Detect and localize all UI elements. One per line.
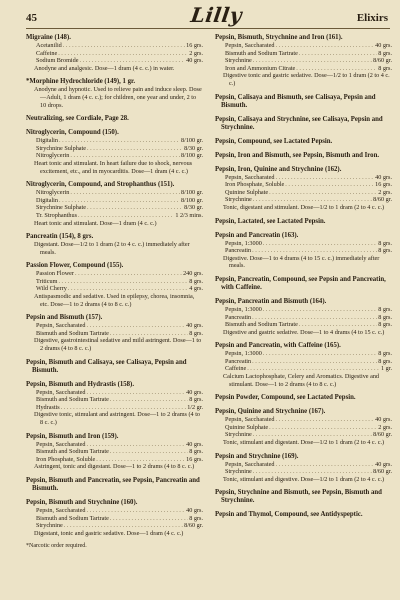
ingredient-row [215, 42, 392, 50]
leader-dots [110, 330, 188, 338]
ingredient-amount: 8 grs. [378, 350, 392, 358]
ingredient-name: Strychnine [36, 522, 63, 530]
ingredient-amount: 40 grs. [186, 506, 203, 514]
ingredient-row [215, 181, 392, 189]
ingredient-row [26, 145, 203, 153]
entry-description: Calcium Lactophosphate, Celery and Aromatics. Digestive and stimulant. Dose—1 to 2 drams (4 to 8 c. c.) [223, 373, 380, 388]
ingredient-row [26, 330, 203, 338]
right-column [215, 34, 392, 549]
leader-dots [86, 322, 185, 330]
entry-title: Pepsin and Pancreatin, with Caffeine (165). [215, 342, 341, 350]
leader-dots [296, 65, 377, 73]
ingredient-row [26, 278, 203, 286]
formula-entry [215, 218, 392, 226]
ingredient-name: Bismuth and Sodium Tartrate [225, 321, 298, 329]
entry-title: Pepsin, Bismuth, Strychnine and Iron (161). [215, 34, 343, 41]
formula-entry [215, 408, 392, 446]
ingredient-row [26, 507, 203, 515]
formula-entry [215, 511, 392, 519]
ingredient-name: Strychnine [225, 468, 252, 476]
entry-description: Digestant. Dose—1/2 to 1 dram (2 to 4 c. c.) immediately after meals. [34, 241, 190, 256]
ingredient-row [26, 137, 203, 145]
leader-dots [63, 42, 185, 50]
ingredient-row [26, 204, 203, 212]
ingredient-amount: 8 grs. [378, 357, 392, 365]
leader-dots [110, 515, 188, 523]
leader-dots [275, 416, 374, 424]
entry-title: Pepsin and Thymol, Compound, see Antidyspeptic. [215, 511, 363, 519]
ingredient-row [215, 247, 392, 255]
formula-entry [26, 499, 203, 537]
entry-description: Tonic, stimulant and digestive. Dose—1/2 to 1 dram (2 to 4 c. c.) [223, 475, 385, 483]
ingredient-amount: 40 grs. [186, 388, 203, 396]
ingredient-amount: 8 grs. [378, 49, 392, 57]
ingredient-amount: 1 2/3 mins. [175, 211, 203, 219]
ingredient-amount: 8/60 gr. [184, 522, 203, 530]
entries-columns [26, 34, 392, 549]
entry-title: *Morphine Hydrochloride (149), 1 gr. [26, 78, 136, 86]
ingredient-name: Pepsin, Saccharated [36, 440, 86, 448]
leader-dots [263, 306, 377, 314]
ingredient-name: Bismuth and Sodium Tartrate [225, 49, 298, 57]
leader-dots [58, 278, 188, 286]
entry-title: Pepsin Powder, Compound, see Lactated Pepsin. [215, 394, 356, 402]
entry-title: Nitroglycerin, Compound, and Strophanthus (151). [26, 181, 175, 189]
entry-description: Heart tonic and stimulant. Dose—1 dram (4 c. c.) [34, 219, 157, 227]
formula-entry [26, 115, 203, 123]
ingredient-name: Caffeine [225, 365, 247, 373]
ingredient-row [26, 42, 203, 50]
ingredient-amount: 8/60 gr. [373, 468, 392, 476]
formula-entry [215, 116, 392, 132]
ingredient-amount: 8/60 gr. [373, 196, 392, 204]
ingredient-row [26, 197, 203, 205]
entry-description: Astringent, tonic and digestant. Dose—1 to 2 drams (4 to 8 c. c.) [34, 463, 195, 471]
ingredient-name: Quinine Sulphate [225, 188, 269, 196]
ingredient-amount: 240 grs. [183, 270, 203, 278]
leader-dots [275, 461, 374, 469]
ingredient-name: Bismuth and Sodium Tartrate [36, 396, 109, 404]
leader-dots [70, 189, 180, 197]
ingredient-row [26, 285, 203, 293]
leader-dots [269, 424, 377, 432]
leader-dots [61, 404, 186, 412]
formula-entry [26, 262, 203, 308]
leader-dots [252, 247, 377, 255]
formula-entry [215, 489, 392, 505]
ingredient-name: Nitroglycerin [36, 189, 70, 197]
ingredient-amount: 8/100 gr. [181, 137, 203, 145]
ingredient-name: Pepsin, Saccharated [36, 506, 86, 514]
entry-description: Digestant, tonic and gastric sedative. Dose—1 dram (4 c. c.) [34, 529, 184, 537]
ingredient-name: Iron Phosphate, Soluble [36, 455, 96, 463]
entry-title: Pepsin, Iron and Bismuth, see Pepsin, Bismuth and Iron. [215, 151, 380, 159]
entry-title: Pepsin, Pancreatin and Bismuth (164). [215, 297, 327, 305]
leader-dots [269, 189, 377, 197]
ingredient-amount: 8 grs. [378, 247, 392, 255]
leader-dots [87, 204, 183, 212]
entry-title: Pepsin, Strychnine and Bismuth, see Pepsin, Bismuth and Strychnine. [215, 489, 382, 505]
leader-dots [252, 358, 377, 366]
entry-title: Nitroglycerin, Compound (150). [26, 129, 119, 137]
ingredient-row [215, 196, 392, 204]
ingredient-row [215, 314, 392, 322]
leader-dots [285, 181, 374, 189]
leader-dots [59, 197, 180, 205]
ingredient-row [215, 424, 392, 432]
formula-entry [215, 94, 392, 110]
ingredient-amount: 16 grs. [375, 181, 392, 189]
formula-entry [26, 78, 203, 109]
formula-entry [26, 381, 203, 427]
ingredient-name: Pancreatin [225, 313, 252, 321]
footnote: *Narcotic order required. [26, 543, 87, 550]
ingredient-amount: 40 grs. [186, 322, 203, 330]
ingredient-name: Passion Flower [36, 270, 74, 278]
entry-description: Anodyne and analgesic. Dose—1 dram (4 c. c.) in water. [34, 64, 175, 72]
formula-entry [26, 129, 203, 175]
entry-description: Digestive tonic and gastric sedative. Dose—1/2 to 1 dram (2 to 4 c. c.) [223, 72, 390, 87]
ingredient-amount: 16 grs. [186, 455, 203, 463]
ingredient-row [26, 448, 203, 456]
formula-entry [26, 477, 203, 493]
ingredient-name: Sodium Bromide [36, 57, 79, 65]
formula-entry [26, 314, 203, 352]
ingredient-amount: 2 grs. [378, 188, 392, 196]
entry-description: Digestive, gastrointestinal sedative and mild astringent. Dose—1 to 2 drams (4 to 8 c. c.) [34, 337, 202, 353]
entry-description: Anodyne and hypnotic. Used to relieve pain and induce sleep. Dose—Adult, 1 dram (4 c. c.); for children, one year and under, 2 to 10 drops. [34, 86, 202, 109]
ingredient-row [215, 431, 392, 439]
ingredient-amount: 8/30 gr. [184, 204, 203, 212]
ingredient-row [215, 416, 392, 424]
ingredient-name: Bismuth and Sodium Tartrate [36, 329, 109, 337]
formula-entry [215, 298, 392, 336]
leader-dots [252, 314, 377, 322]
ingredient-amount: 8 grs. [378, 313, 392, 321]
leader-dots [78, 212, 174, 220]
formula-entry [215, 34, 392, 88]
entry-description: Digestive and gastric sedative. Dose—1 to 4 drams (4 to 15 c. c.) [223, 328, 385, 336]
entry-title: Pepsin, Calisaya and Bismuth, see Calisaya, Pepsin and Bismuth. [215, 93, 376, 109]
ingredient-amount: 8 grs. [378, 305, 392, 313]
ingredient-row [215, 350, 392, 358]
leader-dots [58, 50, 188, 58]
ingredient-name: Nitroglycerin [36, 152, 70, 160]
entry-title: Pepsin and Bismuth (157). [26, 314, 103, 322]
formula-entry [26, 433, 203, 471]
left-column [26, 34, 203, 549]
entry-description: Digestive tonic, stimulant and astringent. Dose—1 to 2 drams (4 to 8 c. c.) [34, 411, 201, 426]
ingredient-row [26, 270, 203, 278]
ingredient-row [215, 358, 392, 366]
leader-dots [299, 50, 377, 58]
leader-dots [253, 468, 372, 476]
entry-title: Pepsin, Bismuth and Hydrastis (158). [26, 380, 135, 388]
ingredient-row [215, 174, 392, 182]
leader-dots [110, 396, 188, 404]
ingredient-name: Pepsin, Saccharated [225, 460, 275, 468]
ingredient-name: Triticum [36, 277, 58, 285]
entry-description: Antispasmodic and sedative. Used in epilepsy, chorea, insomnia, etc. Dose—1 to 2 drams (4 to 8 c. c.) [34, 293, 195, 308]
leader-dots [253, 57, 372, 65]
ingredient-amount: 8 grs. [189, 277, 203, 285]
ingredient-name: Pancreatin [225, 247, 252, 255]
formula-entry [26, 233, 203, 256]
leader-dots [59, 137, 180, 145]
entry-title: Pepsin, Bismuth and Strychnine (160). [26, 498, 138, 506]
ingredient-amount: 8/60 gr. [373, 57, 392, 65]
entry-title: Pepsin and Strychnine (169). [215, 452, 299, 460]
leader-dots [275, 42, 374, 50]
entry-title: Passion Flower, Compound (155). [26, 262, 124, 270]
section-title: Elixirs [356, 12, 388, 24]
entry-description: Heart tonic and stimulant. In heart failure due to shock, nervous excitement, etc., and in myocarditis. Dose—1 dram (4 c. c.) [34, 159, 193, 175]
ingredient-row [26, 456, 203, 464]
ingredient-row [215, 50, 392, 58]
formula-entry [26, 359, 203, 375]
leader-dots [253, 431, 372, 439]
entry-title: Pepsin, Compound, see Lactated Pepsin. [215, 137, 333, 145]
entry-title: Pepsin, Quinine and Strychnine (167). [215, 408, 326, 416]
formula-entry [215, 394, 392, 402]
ingredient-name: Strychnine [225, 196, 252, 204]
ingredient-amount: 40 grs. [186, 57, 203, 65]
ingredient-name: Hydrastis [36, 403, 60, 411]
leader-dots [299, 321, 377, 329]
ingredient-amount: 40 grs. [375, 416, 392, 424]
leader-dots [96, 456, 185, 464]
entry-title: Pepsin, Bismuth and Pancreatin, see Pepsin, Pancreatin and Bismuth. [26, 476, 200, 492]
ingredient-amount: 8/60 gr. [373, 431, 392, 439]
entry-title: Migraine (148). [26, 34, 71, 41]
ingredient-amount: 8 grs. [189, 329, 203, 337]
ingredient-row [26, 522, 203, 530]
leader-dots [263, 350, 377, 358]
leader-dots [263, 240, 377, 248]
ingredient-name: Pepsin, Saccharated [225, 42, 275, 49]
ingredient-name: Iron and Ammonium Citrate [225, 64, 296, 72]
ingredient-row [215, 57, 392, 65]
ingredient-name: Pepsin, Saccharated [225, 416, 275, 424]
ingredient-amount: 2 grs. [189, 49, 203, 57]
formula-entry [215, 232, 392, 270]
ingredient-name: Quinine Sulphate [225, 423, 269, 431]
entry-description: Digestive. Dose—1 to 4 drams (4 to 15 c. c.) immediately after meals. [223, 254, 380, 270]
formula-entry [26, 34, 203, 72]
ingredient-name: Strychnine Sulphate [36, 204, 87, 212]
ingredient-amount: 8 grs. [378, 64, 392, 72]
ingredient-row [215, 461, 392, 469]
ingredient-name: Bismuth and Sodium Tartrate [36, 448, 109, 456]
leader-dots [247, 365, 380, 373]
leader-dots [64, 522, 183, 530]
ingredient-name: Acetanilid [36, 42, 62, 49]
ingredient-row [215, 240, 392, 248]
ingredient-amount: 4 grs. [189, 285, 203, 293]
page-header [26, 3, 388, 28]
formula-entry [215, 152, 392, 160]
ingredient-row [215, 306, 392, 314]
ingredient-name: Caffeine [36, 49, 58, 57]
ingredient-name: Pancreatin [225, 357, 252, 365]
formula-entry [215, 342, 392, 388]
ingredient-row [26, 515, 203, 523]
entry-title: Pepsin, Lactated, see Lactated Pepsin. [215, 217, 326, 225]
ingredient-name: Strychnine [225, 431, 252, 439]
entry-title: Pepsin, Bismuth and Calisaya, see Calisaya, Pepsin and Bismuth. [26, 358, 187, 374]
leader-dots [275, 174, 374, 182]
entry-description: Tonic, digestant and stimulant. Dose—1/2 to 1 dram (2 to 4 c. c.) [223, 203, 385, 211]
ingredient-row [215, 468, 392, 476]
ingredient-name: Pepsin, Saccharated [225, 173, 275, 181]
ingredient-row [26, 50, 203, 58]
ingredient-name: Pepsin, Saccharated [36, 322, 86, 330]
entry-title: Pepsin, Bismuth and Iron (159). [26, 432, 119, 440]
entry-description: Tonic, stimulant and digestant. Dose—1/2 to 1 dram (2 to 4 c. c.) [223, 439, 385, 447]
ingredient-amount: 8 grs. [189, 396, 203, 404]
leader-dots [68, 285, 188, 293]
formula-entry [215, 166, 392, 212]
ingredient-name: Strychnine [225, 57, 252, 65]
ingredient-amount: 2 grs. [378, 423, 392, 431]
formula-entry [215, 138, 392, 146]
ingredient-row [26, 396, 203, 404]
leader-dots [75, 270, 182, 278]
entry-title: Pepsin, Iron, Quinine and Strychnine (162). [215, 165, 342, 173]
ingredient-amount: 8/100 gr. [181, 189, 203, 197]
entry-title: Pepsin and Pancreatin (163). [215, 231, 299, 239]
ingredient-row [215, 189, 392, 197]
brand-logo: Lilly [189, 3, 244, 27]
ingredient-row [26, 189, 203, 197]
leader-dots [110, 448, 188, 456]
ingredient-name: Bismuth and Sodium Tartrate [36, 514, 109, 522]
ingredient-name: Digitalin [36, 196, 58, 204]
ingredient-amount: 40 grs. [375, 460, 392, 468]
ingredient-row [215, 65, 392, 73]
ingredient-row [26, 389, 203, 397]
ingredient-row [215, 365, 392, 373]
ingredient-row [26, 212, 203, 220]
ingredient-row [26, 322, 203, 330]
ingredient-amount: 8 grs. [189, 448, 203, 456]
formula-entry [26, 181, 203, 227]
ingredient-amount: 8 grs. [189, 514, 203, 522]
ingredient-name: Pepsin, Saccharated [36, 388, 86, 396]
ingredient-row [215, 321, 392, 329]
ingredient-name: Pepsin, 1:3000 [225, 239, 262, 247]
ingredient-row [26, 441, 203, 449]
ingredient-amount: 8 grs. [378, 239, 392, 247]
leader-dots [253, 196, 372, 204]
ingredient-name: Iron Phosphate, Soluble [225, 181, 285, 189]
entry-title: Pepsin, Calisaya and Strychnine, see Calisaya, Pepsin and Strychnine. [215, 115, 383, 131]
entry-title: Pepsin, Pancreatin, Compound, see Pepsin and Pancreatin, with Caffeine. [215, 275, 386, 291]
leader-dots [86, 507, 185, 515]
ingredient-amount: 40 grs. [186, 440, 203, 448]
ingredient-amount: 40 grs. [375, 173, 392, 181]
formula-entry [215, 276, 392, 292]
ingredient-amount: 1/2 gr. [187, 403, 203, 411]
ingredient-name: Pepsin, 1:3000 [225, 305, 262, 313]
ingredient-row [26, 404, 203, 412]
ingredient-amount: 8 grs. [378, 321, 392, 329]
ingredient-name: Tr. Strophanthus [36, 211, 78, 219]
ingredient-amount: 40 grs. [375, 42, 392, 49]
page-number: 45 [26, 12, 37, 24]
ingredient-name: Pepsin, 1:3000 [225, 350, 262, 358]
ingredient-row [26, 152, 203, 160]
ingredient-amount: 8/100 gr. [181, 196, 203, 204]
ingredient-row [26, 57, 203, 65]
leader-dots [86, 389, 185, 397]
ingredient-amount: 1 gr. [381, 365, 392, 373]
ingredient-name: Strychnine Sulphate [36, 144, 87, 152]
header-rule [26, 28, 390, 29]
ingredient-amount: 16 grs. [186, 42, 203, 49]
ingredient-name: Wild Cherry [36, 285, 67, 293]
formula-entry [215, 453, 392, 484]
leader-dots [87, 145, 183, 153]
leader-dots [86, 441, 185, 449]
entry-title: Neutralizing, see Cordiale, Page 28. [26, 115, 129, 123]
leader-dots [70, 152, 180, 160]
ingredient-amount: 8/100 gr. [181, 152, 203, 160]
entry-title: Pancreatin (154), 8 grs. [26, 233, 94, 241]
leader-dots [79, 57, 185, 65]
ingredient-name: Digitalin [36, 137, 58, 145]
ingredient-amount: 8/30 gr. [184, 144, 203, 152]
